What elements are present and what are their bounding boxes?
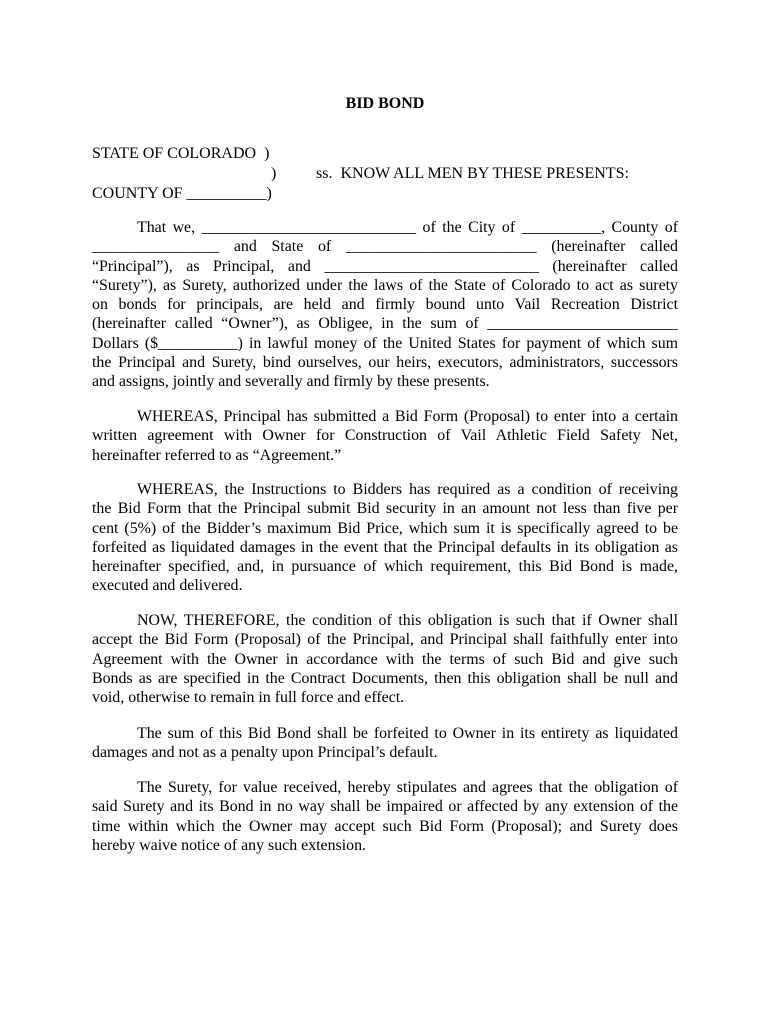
paragraph-line: Dollars ($__________) in lawful money of the United States for payment of which sum bbox=[92, 334, 678, 352]
paragraph-line: cent (5%) of the Bidder’s maximum Bid Price, which sum it is specifically agreed to be bbox=[92, 519, 678, 537]
state-line: STATE OF COLORADO ) bbox=[92, 145, 270, 162]
paragraph-line: ________________ and State of ________________________ (hereinafter called bbox=[92, 238, 678, 256]
paragraph-line: That we, ___________________________ of the City of __________, County of bbox=[137, 219, 678, 236]
paragraph-surety-waiver bbox=[92, 778, 678, 855]
venue-block bbox=[92, 144, 692, 208]
paragraph-parties bbox=[92, 218, 678, 392]
paragraph-line: forfeited as liquidated damages in the event that the Principal defaults in its obligation as bbox=[92, 538, 678, 556]
paragraph-line: void, otherwise to remain in full force and effect. bbox=[92, 689, 405, 707]
paragraph-line: “Principal”), as Principal, and ___________________________ (hereinafter called bbox=[92, 257, 678, 275]
paragraph-whereas-bid bbox=[92, 407, 678, 465]
paragraph-line: The Surety, for value received, hereby stipulates and agrees that the obligation of bbox=[137, 779, 678, 796]
paragraph-line: damages and not as a penalty upon Principal’s default. bbox=[92, 744, 438, 762]
paragraph-line: WHEREAS, the Instructions to Bidders has required as a condition of receiving bbox=[137, 481, 678, 498]
paragraph-line: NOW, THEREFORE, the condition of this obligation is such that if Owner shall bbox=[137, 612, 678, 629]
paragraph-line: “Surety”), as Surety, authorized under the laws of the State of Colorado to act as surety bbox=[92, 276, 678, 294]
paragraph-now-therefore bbox=[92, 611, 678, 707]
paragraph-line: executed and delivered. bbox=[92, 577, 243, 595]
paragraph-line: The sum of this Bid Bond shall be forfeited to Owner in its entirety as liquidated bbox=[137, 725, 678, 742]
county-line: COUNTY OF __________) bbox=[92, 185, 272, 202]
paragraph-whereas-instructions bbox=[92, 480, 678, 596]
paragraph-line: hereinafter referred to as “Agreement.” bbox=[92, 446, 342, 464]
paragraph-line: Agreement with the Owner in accordance with the terms of such Bid and give such bbox=[92, 650, 678, 668]
document-title: BID BOND bbox=[345, 95, 425, 112]
paragraph-line: WHEREAS, Principal has submitted a Bid Form (Proposal) to enter into a certain bbox=[137, 408, 678, 425]
paragraph-line: Bonds as are specified in the Contract Documents, then this obligation shall be null and bbox=[92, 669, 678, 687]
paragraph-line: time within which the Owner may accept such Bid Form (Proposal); and Surety does bbox=[92, 817, 678, 835]
paragraph-line: the Bid Form that the Principal submit Bid security in an amount not less than five per bbox=[92, 500, 678, 518]
paragraph-line: hereinafter specified, and, in pursuance of which requirement, this Bid Bond is made, bbox=[92, 558, 678, 576]
paragraph-line: accept the Bid Form (Proposal) of the Principal, and Principal shall faithfully enter into bbox=[92, 631, 678, 649]
paragraph-line: (hereinafter called “Owner”), as Obligee, in the sum of ________________________ bbox=[92, 315, 678, 333]
paragraph-line: hereby waive notice of any such extension. bbox=[92, 836, 367, 854]
paragraph-line: the Principal and Surety, bind ourselves, our heirs, executors, administrators, successors bbox=[92, 354, 678, 372]
ss-line: ss. KNOW ALL MEN BY THESE PRESENTS: bbox=[316, 165, 629, 182]
paragraph-line: and assigns, jointly and severally and firmly by these presents. bbox=[92, 373, 490, 391]
paragraph-line: said Surety and its Bond in no way shall be impaired or affected by any extension of the bbox=[92, 798, 678, 816]
paragraph-forfeiture bbox=[92, 724, 678, 763]
venue-paren: ) bbox=[271, 165, 277, 182]
paragraph-line: written agreement with Owner for Construction of Vail Athletic Field Safety Net, bbox=[92, 427, 678, 445]
paragraph-line: on bonds for principals, are held and firmly bound unto Vail Recreation District bbox=[92, 296, 678, 314]
